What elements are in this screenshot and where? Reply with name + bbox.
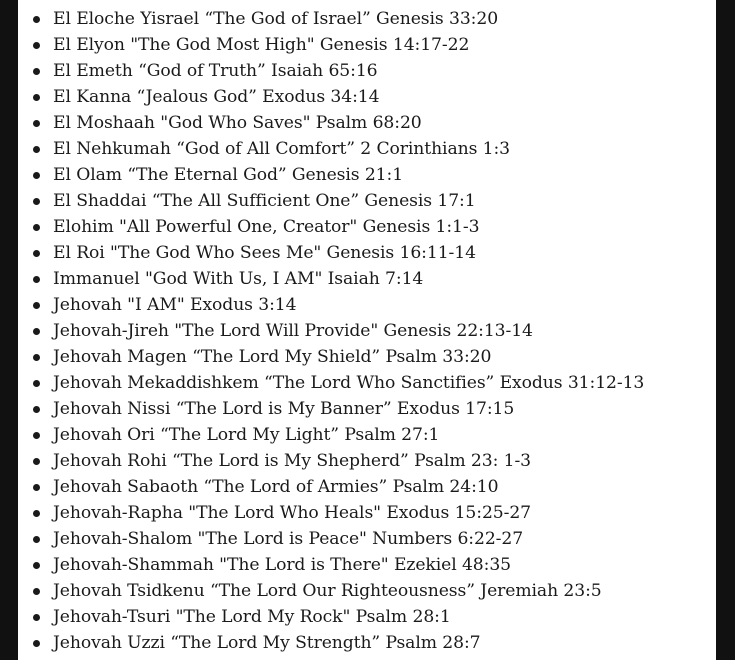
list-item xyxy=(18,578,716,604)
bullet-icon xyxy=(33,250,40,257)
list-item xyxy=(18,162,716,188)
list-item-text: Jehovah-Jireh "The Lord Will Provide" Genesis 22:13-14 xyxy=(53,321,533,341)
list-item-text: Jehovah-Shalom "The Lord is Peace" Numbers 6:22-27 xyxy=(53,529,524,549)
bullet-icon xyxy=(33,510,40,517)
list-item xyxy=(18,474,716,500)
list-item xyxy=(18,292,716,318)
list-item-text: Jehovah Rohi “The Lord is My Shepherd” Psalm 23: 1-3 xyxy=(53,451,531,471)
list-item xyxy=(18,552,716,578)
list-item-text: Jehovah Ori “The Lord My Light” Psalm 27:1 xyxy=(53,425,440,445)
list-item xyxy=(18,422,716,448)
bullet-icon xyxy=(33,380,40,387)
names-of-god-list xyxy=(18,6,716,656)
list-item xyxy=(18,188,716,214)
list-item-text: Jehovah-Shammah "The Lord is There" Ezekiel 48:35 xyxy=(53,555,511,575)
bullet-icon xyxy=(33,588,40,595)
bullet-icon xyxy=(33,94,40,101)
bullet-icon xyxy=(33,302,40,309)
bullet-icon xyxy=(33,458,40,465)
list-item xyxy=(18,526,716,552)
bullet-icon xyxy=(33,172,40,179)
list-item-text: El Kanna “Jealous God” Exodus 34:14 xyxy=(53,87,380,107)
list-item xyxy=(18,500,716,526)
list-item xyxy=(18,110,716,136)
list-item-text: El Eloche Yisrael “The God of Israel” Genesis 33:20 xyxy=(53,9,499,29)
list-item xyxy=(18,58,716,84)
list-item-text: Jehovah-Rapha "The Lord Who Heals" Exodus 15:25-27 xyxy=(53,503,531,523)
list-item xyxy=(18,318,716,344)
list-item-text: Elohim "All Powerful One, Creator" Genesis 1:1-3 xyxy=(53,217,480,237)
bullet-icon xyxy=(33,146,40,153)
list-item-text: El Shaddai “The All Sufficient One” Genesis 17:1 xyxy=(53,191,476,211)
bullet-icon xyxy=(33,68,40,75)
list-item xyxy=(18,214,716,240)
list-item xyxy=(18,396,716,422)
list-item-text: El Emeth “God of Truth” Isaiah 65:16 xyxy=(53,61,378,81)
list-item-text: Jehovah Uzzi “The Lord My Strength” Psalm 28:7 xyxy=(53,633,481,653)
bullet-icon xyxy=(33,562,40,569)
list-item-text: Jehovah Nissi “The Lord is My Banner” Exodus 17:15 xyxy=(53,399,515,419)
list-item xyxy=(18,448,716,474)
bullet-icon xyxy=(33,42,40,49)
list-item-text: El Olam “The Eternal God” Genesis 21:1 xyxy=(53,165,404,185)
list-item xyxy=(18,136,716,162)
bullet-icon xyxy=(33,354,40,361)
list-item xyxy=(18,344,716,370)
list-item xyxy=(18,630,716,656)
list-item xyxy=(18,266,716,292)
bullet-icon xyxy=(33,16,40,23)
list-item-text: Jehovah Tsidkenu “The Lord Our Righteousness” Jeremiah 23:5 xyxy=(53,581,602,601)
bullet-icon xyxy=(33,198,40,205)
list-item-text: Jehovah-Tsuri "The Lord My Rock" Psalm 28:1 xyxy=(53,607,451,627)
bullet-icon xyxy=(33,614,40,621)
list-item-text: Immanuel "God With Us, I AM" Isaiah 7:14 xyxy=(53,269,424,289)
list-item-text: El Roi "The God Who Sees Me" Genesis 16:11-14 xyxy=(53,243,476,263)
list-item-text: El Elyon "The God Most High" Genesis 14:17-22 xyxy=(53,35,470,55)
bullet-icon xyxy=(33,536,40,543)
bullet-icon xyxy=(33,328,40,335)
bullet-icon xyxy=(33,224,40,231)
list-item-text: Jehovah Mekaddishkem “The Lord Who Sanctifies” Exodus 31:12-13 xyxy=(53,373,645,393)
bullet-icon xyxy=(33,640,40,647)
list-item xyxy=(18,6,716,32)
list-item-text: Jehovah Sabaoth “The Lord of Armies” Psalm 24:10 xyxy=(53,477,499,497)
bullet-icon xyxy=(33,484,40,491)
bullet-icon xyxy=(33,406,40,413)
document-page xyxy=(18,0,716,660)
list-item xyxy=(18,32,716,58)
list-item-text: Jehovah "I AM" Exodus 3:14 xyxy=(53,295,297,315)
list-item xyxy=(18,84,716,110)
list-item xyxy=(18,370,716,396)
list-item-text: Jehovah Magen “The Lord My Shield” Psalm 33:20 xyxy=(53,347,492,367)
list-item xyxy=(18,604,716,630)
bullet-icon xyxy=(33,120,40,127)
list-item-text: El Moshaah "God Who Saves" Psalm 68:20 xyxy=(53,113,422,133)
list-item xyxy=(18,240,716,266)
list-item-text: El Nehkumah “God of All Comfort” 2 Corinthians 1:3 xyxy=(53,139,511,159)
bullet-icon xyxy=(33,432,40,439)
bullet-icon xyxy=(33,276,40,283)
